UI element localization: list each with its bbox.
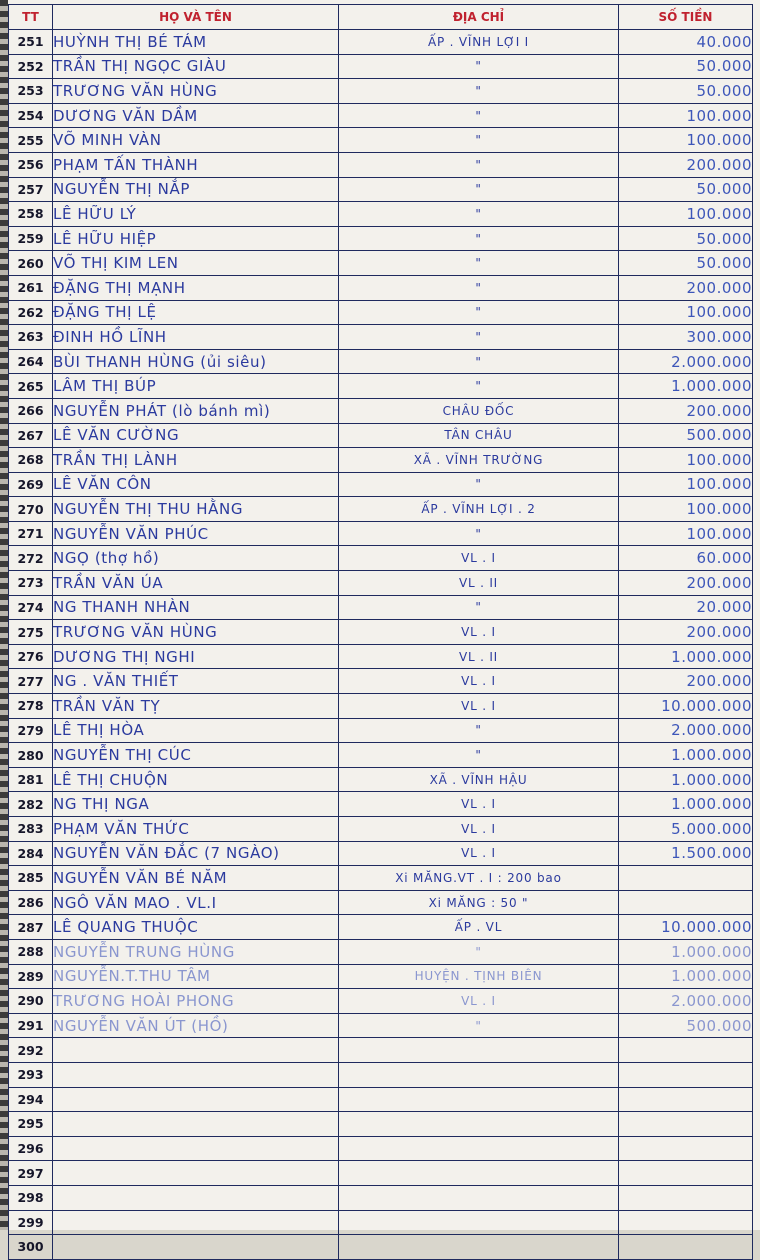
donor-address: CHÂU ĐỐC [339,398,619,423]
donor-address [339,1136,619,1161]
row-number: 272 [9,546,53,571]
donation-amount [619,866,753,891]
row-number: 280 [9,743,53,768]
donation-amount: 200.000 [619,398,753,423]
donor-address [339,1185,619,1210]
donor-name: NGÔ VĂN MAO . VL.I [53,890,339,915]
donor-name: NG . VĂN THIẾT [53,669,339,694]
donor-address: " [339,595,619,620]
donation-amount [619,1185,753,1210]
donor-name: LÊ THỊ CHUỘN [53,767,339,792]
table-row [9,767,753,792]
table-row [9,669,753,694]
donor-name: HUỲNH THỊ BÉ TÁM [53,30,339,55]
row-number: 278 [9,694,53,719]
donation-amount: 50.000 [619,226,753,251]
row-number: 256 [9,152,53,177]
donation-amount: 10.000.000 [619,915,753,940]
row-number: 295 [9,1112,53,1137]
row-number: 274 [9,595,53,620]
row-number: 254 [9,103,53,128]
donor-address: " [339,743,619,768]
row-number: 267 [9,423,53,448]
table-row [9,718,753,743]
table-row [9,1062,753,1087]
table-row [9,325,753,350]
donor-name: TRƯƠNG VĂN HÙNG [53,79,339,104]
donation-amount: 1.000.000 [619,964,753,989]
row-number: 284 [9,841,53,866]
donor-name: NG THANH NHÀN [53,595,339,620]
donor-name: PHẠM VĂN THỨC [53,817,339,842]
row-number: 289 [9,964,53,989]
donor-name: LÊ THỊ HÒA [53,718,339,743]
row-number: 296 [9,1136,53,1161]
donor-address: " [339,251,619,276]
donor-address: Xi MĂNG : 50 " [339,890,619,915]
donor-name: NGUYỄN TRUNG HÙNG [53,939,339,964]
donor-address: ẤP . VĨNH LỢI . 2 [339,497,619,522]
row-number: 266 [9,398,53,423]
donor-name [53,1210,339,1235]
donor-name: LÂM THỊ BÚP [53,374,339,399]
donation-amount: 100.000 [619,521,753,546]
donor-name: NGUYỄN THỊ CÚC [53,743,339,768]
row-number: 298 [9,1185,53,1210]
table-row [9,915,753,940]
donor-address: " [339,202,619,227]
donation-amount [619,890,753,915]
donation-amount: 500.000 [619,423,753,448]
donation-amount: 50.000 [619,251,753,276]
donor-address: " [339,325,619,350]
table-row [9,644,753,669]
row-number: 277 [9,669,53,694]
donation-amount: 1.000.000 [619,644,753,669]
donation-amount: 500.000 [619,1013,753,1038]
table-row [9,275,753,300]
table-row [9,54,753,79]
donor-name: DƯƠNG VĂN DẦM [53,103,339,128]
donation-amount: 100.000 [619,128,753,153]
table-row [9,374,753,399]
donor-name: NGUYỄN THỊ NẮP [53,177,339,202]
donor-address: " [339,152,619,177]
donation-amount: 1.000.000 [619,767,753,792]
table-row [9,226,753,251]
row-number: 251 [9,30,53,55]
row-number: 261 [9,275,53,300]
donor-name: LÊ HỮU HIỆP [53,226,339,251]
donation-amount: 1.000.000 [619,792,753,817]
donation-amount [619,1087,753,1112]
header-amount: SỐ TIỀN [619,5,753,30]
donor-address: ẤP . VL [339,915,619,940]
donor-address: " [339,79,619,104]
donation-amount: 50.000 [619,79,753,104]
table-row [9,472,753,497]
donor-name: ĐẶNG THỊ LỆ [53,300,339,325]
row-number: 281 [9,767,53,792]
donor-address: " [339,374,619,399]
table-row [9,1136,753,1161]
row-number: 265 [9,374,53,399]
donor-address: XÃ . VĨNH TRƯỜNG [339,448,619,473]
donor-name: TRẦN THỊ NGỌC GIÀU [53,54,339,79]
row-number: 292 [9,1038,53,1063]
table-row [9,1161,753,1186]
donation-amount: 1.000.000 [619,374,753,399]
donation-amount [619,1038,753,1063]
row-number: 287 [9,915,53,940]
row-number: 262 [9,300,53,325]
table-row [9,620,753,645]
row-number: 268 [9,448,53,473]
table-row [9,866,753,891]
donation-amount: 200.000 [619,669,753,694]
donor-address: ẤP . VĨNH LỢI I [339,30,619,55]
table-row [9,1087,753,1112]
donor-name: LÊ VĂN CÔN [53,472,339,497]
donor-name: ĐINH HỒ LĨNH [53,325,339,350]
donation-amount: 40.000 [619,30,753,55]
row-number: 255 [9,128,53,153]
table-row [9,817,753,842]
table-row [9,694,753,719]
table-row [9,103,753,128]
donor-address: VL . I [339,817,619,842]
row-number: 258 [9,202,53,227]
donor-name: NGUYỄN VĂN BÉ NĂM [53,866,339,891]
table-row [9,30,753,55]
donor-name: TRẦN VĂN ÚA [53,571,339,596]
donation-amount: 100.000 [619,448,753,473]
table-row [9,177,753,202]
row-number: 270 [9,497,53,522]
table-row [9,989,753,1014]
donor-name: LÊ QUANG THUỘC [53,915,339,940]
donor-address: " [339,521,619,546]
donor-name: VÕ MINH VÀN [53,128,339,153]
table-row [9,152,753,177]
row-number: 282 [9,792,53,817]
donor-name [53,1062,339,1087]
donor-address: VL . I [339,841,619,866]
table-row [9,1235,753,1260]
row-number: 271 [9,521,53,546]
table-row [9,571,753,596]
table-row [9,1185,753,1210]
donor-address [339,1210,619,1235]
donor-address [339,1161,619,1186]
donation-amount [619,1062,753,1087]
donor-name [53,1235,339,1260]
table-row [9,939,753,964]
row-number: 264 [9,349,53,374]
table-row [9,398,753,423]
row-number: 291 [9,1013,53,1038]
row-number: 275 [9,620,53,645]
donor-name: NGUYỄN VĂN ÚT (HỒ) [53,1013,339,1038]
row-number: 300 [9,1235,53,1260]
donor-name: PHẠM TẤN THÀNH [53,152,339,177]
donation-amount: 2.000.000 [619,349,753,374]
donor-name: TRƯƠNG VĂN HÙNG [53,620,339,645]
donation-amount: 20.000 [619,595,753,620]
table-row [9,128,753,153]
table-row [9,743,753,768]
table-row [9,521,753,546]
donor-name: NGUYỄN VĂN PHÚC [53,521,339,546]
donor-address: " [339,103,619,128]
donor-address [339,1062,619,1087]
donor-address: " [339,718,619,743]
donor-name: TRẦN THỊ LÀNH [53,448,339,473]
donation-amount: 50.000 [619,177,753,202]
donation-amount: 100.000 [619,497,753,522]
donor-address [339,1087,619,1112]
row-number: 253 [9,79,53,104]
row-number: 297 [9,1161,53,1186]
row-number: 288 [9,939,53,964]
donor-address: XÃ . VĨNH HẬU [339,767,619,792]
table-row [9,1112,753,1137]
donor-address: VL . I [339,669,619,694]
donor-address: " [339,939,619,964]
donation-amount: 100.000 [619,472,753,497]
donor-address: " [339,349,619,374]
table-row [9,79,753,104]
donation-amount: 200.000 [619,620,753,645]
row-number: 299 [9,1210,53,1235]
table-row [9,202,753,227]
table-row [9,1013,753,1038]
row-number: 294 [9,1087,53,1112]
donor-name: ĐẶNG THỊ MẠNH [53,275,339,300]
donor-address: " [339,128,619,153]
donation-amount: 60.000 [619,546,753,571]
donor-address: VL . I [339,546,619,571]
donor-address: " [339,300,619,325]
donation-amount: 200.000 [619,152,753,177]
donation-amount: 10.000.000 [619,694,753,719]
donor-name: LÊ VĂN CƯỜNG [53,423,339,448]
donor-name [53,1185,339,1210]
table-row [9,890,753,915]
donation-amount [619,1136,753,1161]
donor-address: " [339,226,619,251]
donation-amount: 2.000.000 [619,989,753,1014]
row-number: 285 [9,866,53,891]
donation-amount: 1.000.000 [619,743,753,768]
row-number: 269 [9,472,53,497]
row-number: 260 [9,251,53,276]
table-row [9,423,753,448]
row-number: 279 [9,718,53,743]
header-row [9,5,753,30]
donor-address: VL . I [339,989,619,1014]
donation-amount: 50.000 [619,54,753,79]
donation-amount: 200.000 [619,571,753,596]
donation-amount [619,1235,753,1260]
donation-amount: 1.000.000 [619,939,753,964]
donor-address: VL . I [339,694,619,719]
donor-name: LÊ HỮU LÝ [53,202,339,227]
donor-address: TÂN CHÂU [339,423,619,448]
donor-address: VL . II [339,644,619,669]
donor-name: TRẦN VĂN TỴ [53,694,339,719]
header-address: ĐỊA CHỈ [339,5,619,30]
row-number: 290 [9,989,53,1014]
donor-name: TRƯƠNG HOÀI PHONG [53,989,339,1014]
table-row [9,595,753,620]
donor-address [339,1112,619,1137]
donation-amount [619,1161,753,1186]
table-row [9,251,753,276]
row-number: 252 [9,54,53,79]
donor-name: NGUYỄN VĂN ĐẮC (7 NGÀO) [53,841,339,866]
header-name: HỌ VÀ TÊN [53,5,339,30]
donor-address [339,1038,619,1063]
donation-amount [619,1210,753,1235]
donor-name: NGUYỄN THỊ THU HẰNG [53,497,339,522]
donor-name [53,1038,339,1063]
row-number: 293 [9,1062,53,1087]
donor-name [53,1087,339,1112]
table-row [9,497,753,522]
table-row [9,1210,753,1235]
donor-address: " [339,275,619,300]
donation-amount: 300.000 [619,325,753,350]
donation-amount: 1.500.000 [619,841,753,866]
donation-amount [619,1112,753,1137]
ledger-body [9,30,753,1260]
table-row [9,1038,753,1063]
donor-address: VL . I [339,620,619,645]
donation-amount: 5.000.000 [619,817,753,842]
donor-name [53,1161,339,1186]
table-row [9,546,753,571]
donor-address: " [339,54,619,79]
header-tt: TT [9,5,53,30]
donor-address: Xi MĂNG.VT . I : 200 bao [339,866,619,891]
row-number: 283 [9,817,53,842]
table-row [9,448,753,473]
donor-name: BÙI THANH HÙNG (ủi siêu) [53,349,339,374]
donor-address: VL . II [339,571,619,596]
spiral-binding [0,0,8,1230]
donation-amount: 2.000.000 [619,718,753,743]
row-number: 263 [9,325,53,350]
table-row [9,841,753,866]
row-number: 259 [9,226,53,251]
donor-name: DƯƠNG THỊ NGHI [53,644,339,669]
donation-amount: 100.000 [619,300,753,325]
row-number: 273 [9,571,53,596]
donation-amount: 100.000 [619,103,753,128]
donor-name: NGỌ (thợ hồ) [53,546,339,571]
donor-address: HUYỆN . TỊNH BIÊN [339,964,619,989]
table-row [9,792,753,817]
donor-address: VL . I [339,792,619,817]
table-row [9,964,753,989]
donation-amount: 200.000 [619,275,753,300]
row-number: 286 [9,890,53,915]
donor-address: " [339,177,619,202]
table-row [9,349,753,374]
donor-address: " [339,472,619,497]
donor-name [53,1112,339,1137]
donor-name [53,1136,339,1161]
row-number: 276 [9,644,53,669]
donation-amount: 100.000 [619,202,753,227]
donor-name: VÕ THỊ KIM LEN [53,251,339,276]
donor-address: " [339,1013,619,1038]
donation-ledger-table [8,4,753,1260]
donor-name: NG THỊ NGA [53,792,339,817]
donor-address [339,1235,619,1260]
donor-name: NGUYỄN.T.THU TÂM [53,964,339,989]
table-row [9,300,753,325]
row-number: 257 [9,177,53,202]
donor-name: NGUYỄN PHÁT (lò bánh mì) [53,398,339,423]
